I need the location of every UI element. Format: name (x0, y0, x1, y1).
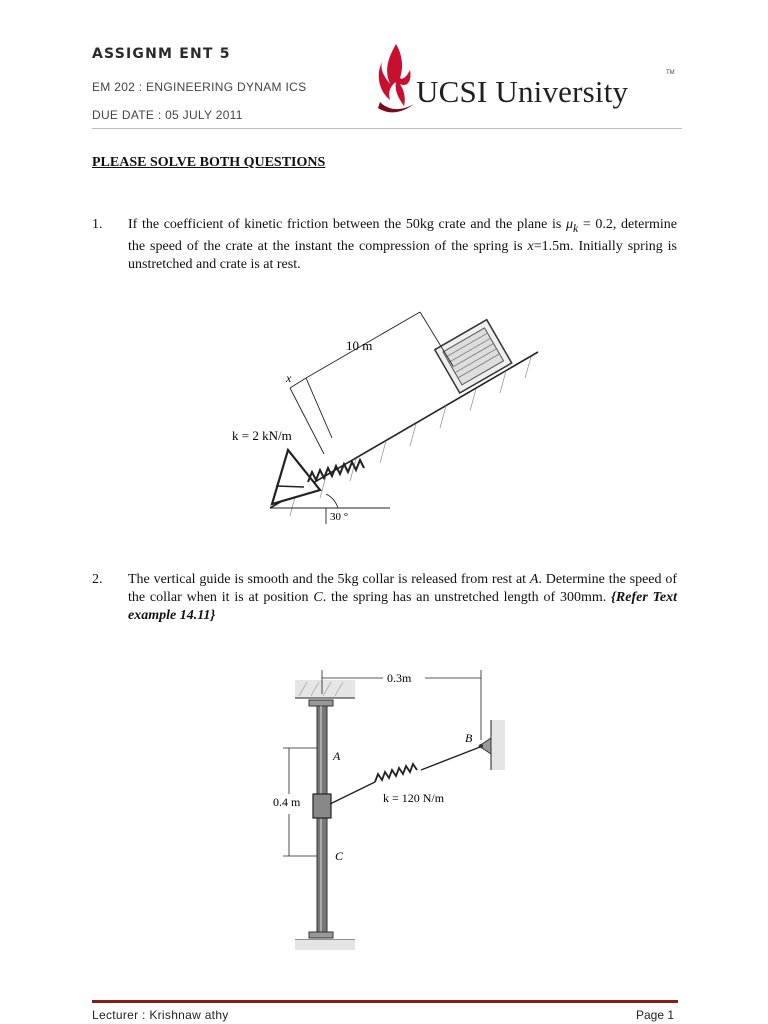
course-code: EM 202 : ENGINEERING DYNAM ICS (92, 80, 307, 94)
question-text-part: . the spring has an unstretched length of 300mm. (322, 590, 612, 605)
question-text-part: =1.5m. Initially spring is unstretched and crate is at rest. (128, 238, 677, 272)
spring-constant-label: k = 120 N/m (383, 791, 445, 805)
header-divider (92, 128, 682, 129)
question-text-part: The vertical guide is smooth and the 5kg collar is released from rest at (128, 572, 530, 587)
x-variable: x (527, 238, 534, 254)
mu-symbol: μ (565, 217, 573, 232)
question-text (128, 216, 677, 274)
point-c-label: C (335, 849, 344, 863)
ucsi-logo (374, 40, 684, 122)
question-text-part: = 0.2, determine the speed of the crate at the instant the compression of the spring is (128, 217, 677, 254)
question-text-part: If the coefficient of kinetic friction between the 50kg crate and the plane is (128, 217, 566, 232)
instructions-heading: PLEASE SOLVE BOTH QUESTIONS (92, 155, 326, 170)
point-b-label: B (465, 731, 473, 745)
question-number: 2. (92, 572, 103, 587)
width-label: 0.3m (387, 671, 412, 685)
page-number: Page 1 (636, 1008, 675, 1022)
lecturer-name: Lecturer : Krishnaw athy (92, 1008, 229, 1022)
textbook-reference: {Refer Text example 14.11} (128, 590, 677, 623)
incline-crate-figure (220, 290, 550, 525)
collar-guide-figure (255, 660, 515, 950)
question-number: 1. (92, 217, 103, 232)
x-label: x (286, 371, 292, 385)
footer-divider (92, 1000, 678, 1003)
point-c-ref: C (313, 590, 323, 605)
question-text-part: . Determine the speed of the collar when it is at position (128, 572, 677, 605)
flame-emblem-icon (374, 40, 418, 122)
angle-label: 30 ° (330, 511, 349, 523)
point-a-label: A (333, 749, 341, 763)
spring-constant-label: k = 2 kN/m (232, 428, 292, 443)
logo-wordmark: UCSI University (416, 74, 629, 109)
height-label: 0.4 m (273, 795, 301, 809)
assignment-title: ASSIGNM ENT 5 (92, 46, 231, 62)
due-date: DUE DATE : 05 JULY 2011 (92, 108, 243, 122)
question-text (128, 571, 677, 625)
mu-subscript: k (573, 221, 579, 235)
logo-trademark: TM (666, 70, 675, 76)
distance-label: 10 m (346, 338, 373, 353)
point-a-ref: A (529, 572, 539, 587)
